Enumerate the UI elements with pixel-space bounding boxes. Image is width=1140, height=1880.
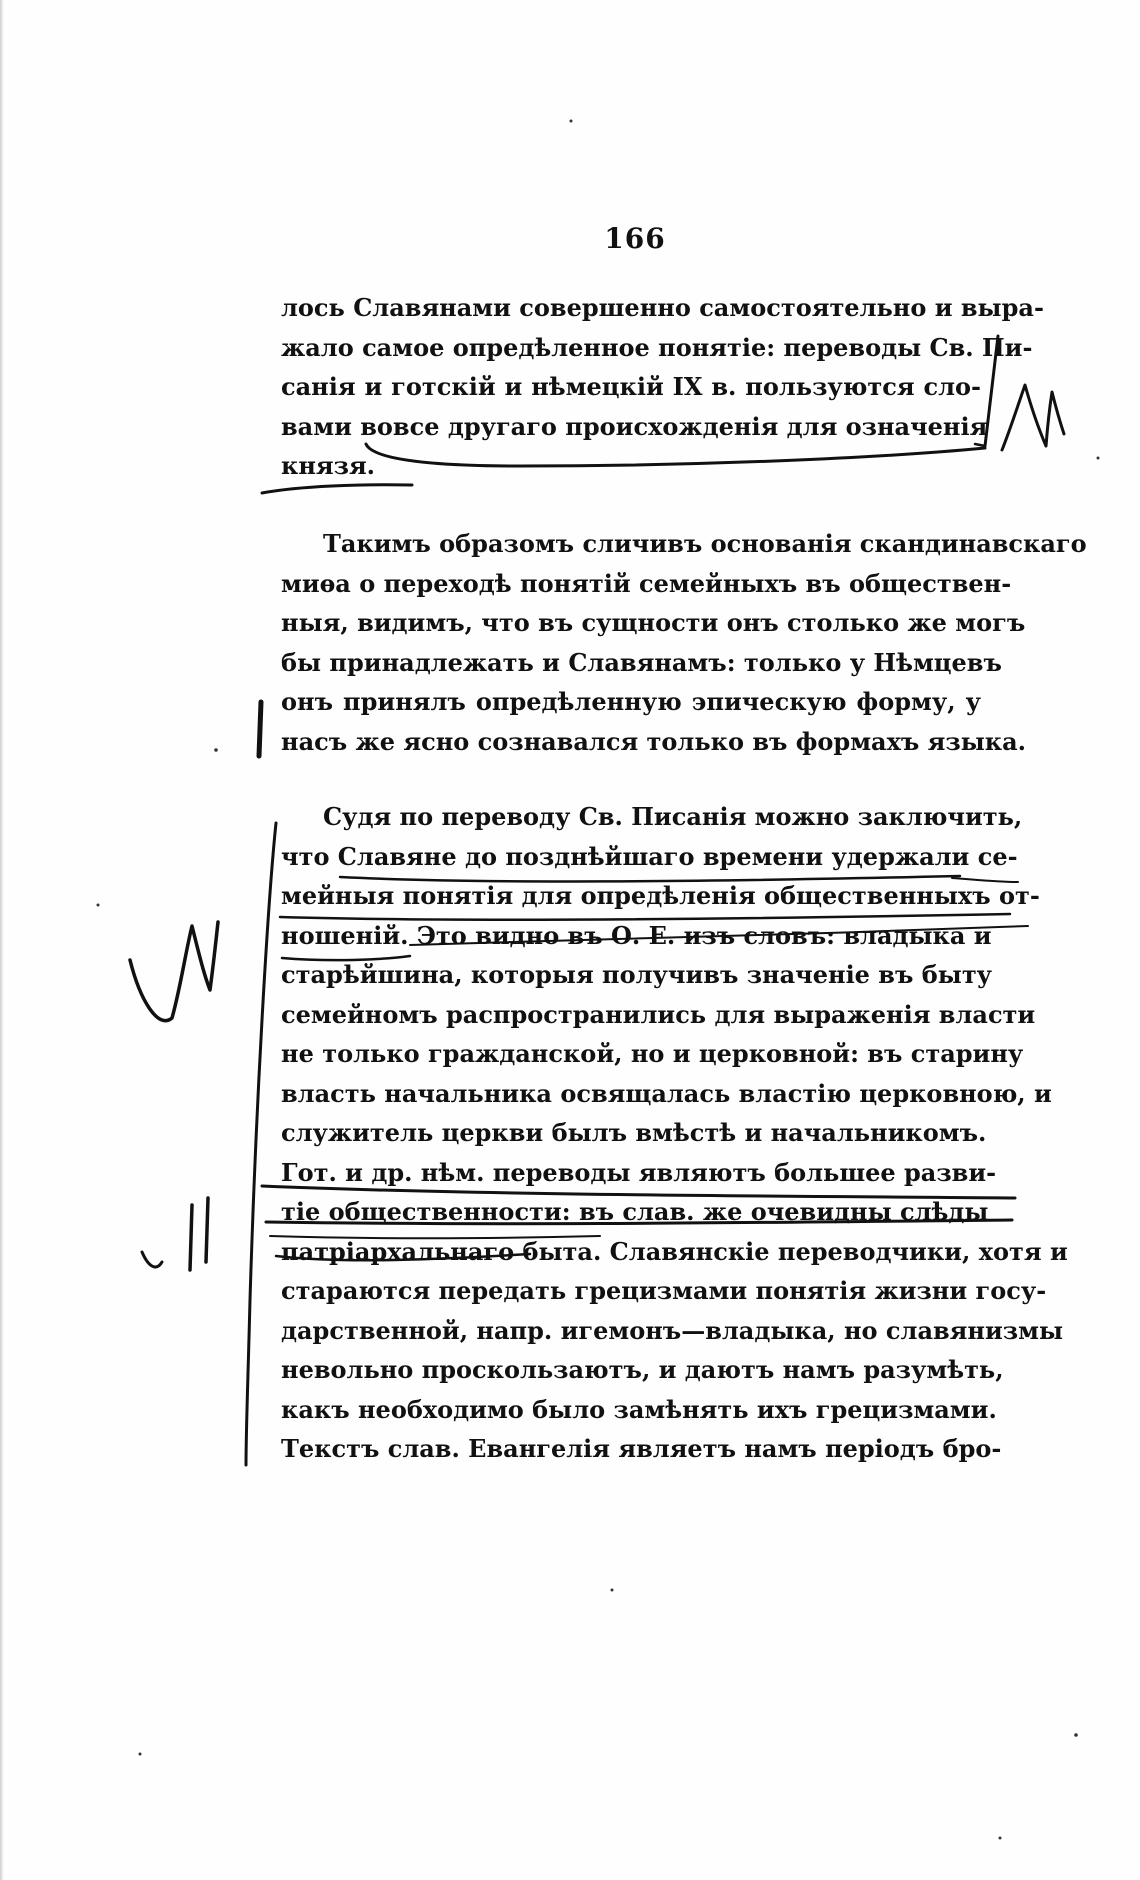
text-line: не только гражданской, но и церковной: въ старину [281,1039,1024,1068]
paragraph-1 [281,288,1044,486]
text-line: мейныя понятія для опредѣленія общественныхъ от- [281,881,1040,910]
text-line: Гот. и др. нѣм. переводы являютъ большее разви- [281,1157,997,1187]
text-line: служитель церкви былъ вмѣстѣ и начальникомъ. [281,1118,987,1147]
margin-line [259,702,261,756]
scan-speck [97,904,100,907]
text-line: Текстъ слав. Евангелія являетъ намъ періодъ бро- [281,1434,1002,1463]
scan-speck [214,748,218,752]
underline-mark [262,485,412,493]
scan-speck [999,1837,1002,1840]
text-line: дарственной, напр. игемонъ—владыка, но славянизмы [281,1315,1064,1345]
margin-glyph [142,1252,162,1267]
text-line: патріархальнаго быта. Славянскіе переводчики, хотя и [281,1236,1068,1266]
text-line: что Славяне до позднѣйшаго времени удержали се- [281,841,1018,871]
text-line: семейномъ распространились для выраженія власти [281,999,1036,1029]
scan-speck [1074,1733,1078,1737]
scan-speck [611,1589,614,1592]
text-line: ношеній. Это видно въ О. Е. изъ словъ: владыка и [281,920,992,950]
text-line: лось Славянами совершенно самостоятельно и выра- [281,293,1044,322]
text-line: Такимъ образомъ сличивъ основанія скандинавскаго [323,529,1087,558]
text-line: какъ необходимо было замѣнять ихъ грецизмами. [281,1394,997,1424]
text-line: жало самое опредѣленное понятіе: переводы Св. Пи- [281,332,1033,362]
text-line: насъ же ясно сознавался только въ формахъ языка. [281,726,1027,756]
text-line: власть начальника освящалась властію церковною, и [281,1078,1052,1108]
margin-glyph [206,1198,208,1262]
text-line: Судя по переводу Св. Писанія можно заключить, [323,802,1023,831]
page-number: 166 [604,222,666,255]
text-line: миѳа о переходѣ понятій семейныхъ въ обществен- [281,568,1012,598]
text-line: вами вовсе другаго происхожденія для означенія [281,411,988,441]
scan-speck [570,120,573,123]
text-line: ныя, видимъ, что въ сущности онъ столько же могъ [281,608,1026,637]
paragraph-2 [281,524,1087,761]
text-line: стараются передать грецизмами понятія жизни госу- [281,1276,1047,1305]
text-line: санія и готскій и нѣмецкій IX в. пользуются сло- [281,372,981,401]
text-line: невольно проскользаютъ, и даютъ намъ разумѣть, [281,1355,1004,1384]
page-edge-shadow [0,0,4,1880]
margin-glyph [1002,385,1064,450]
paragraph-3 [281,797,1068,1469]
text-line: тіе общественности: въ слав. же очевидны слѣды [281,1197,989,1226]
text-line: князя. [281,451,376,480]
text-line: онъ принялъ опредѣленную эпическую форму, у [281,687,981,716]
text-line: старѣйшина, которыя получивъ значеніе въ быту [281,960,993,989]
scan-speck [139,1753,142,1756]
margin-glyph [130,922,218,1021]
margin-glyph [190,1205,192,1270]
margin-line [246,823,276,1465]
text-line: бы принадлежать и Славянамъ: только у Нѣмцевъ [281,647,1002,677]
scan-speck [1097,457,1100,460]
